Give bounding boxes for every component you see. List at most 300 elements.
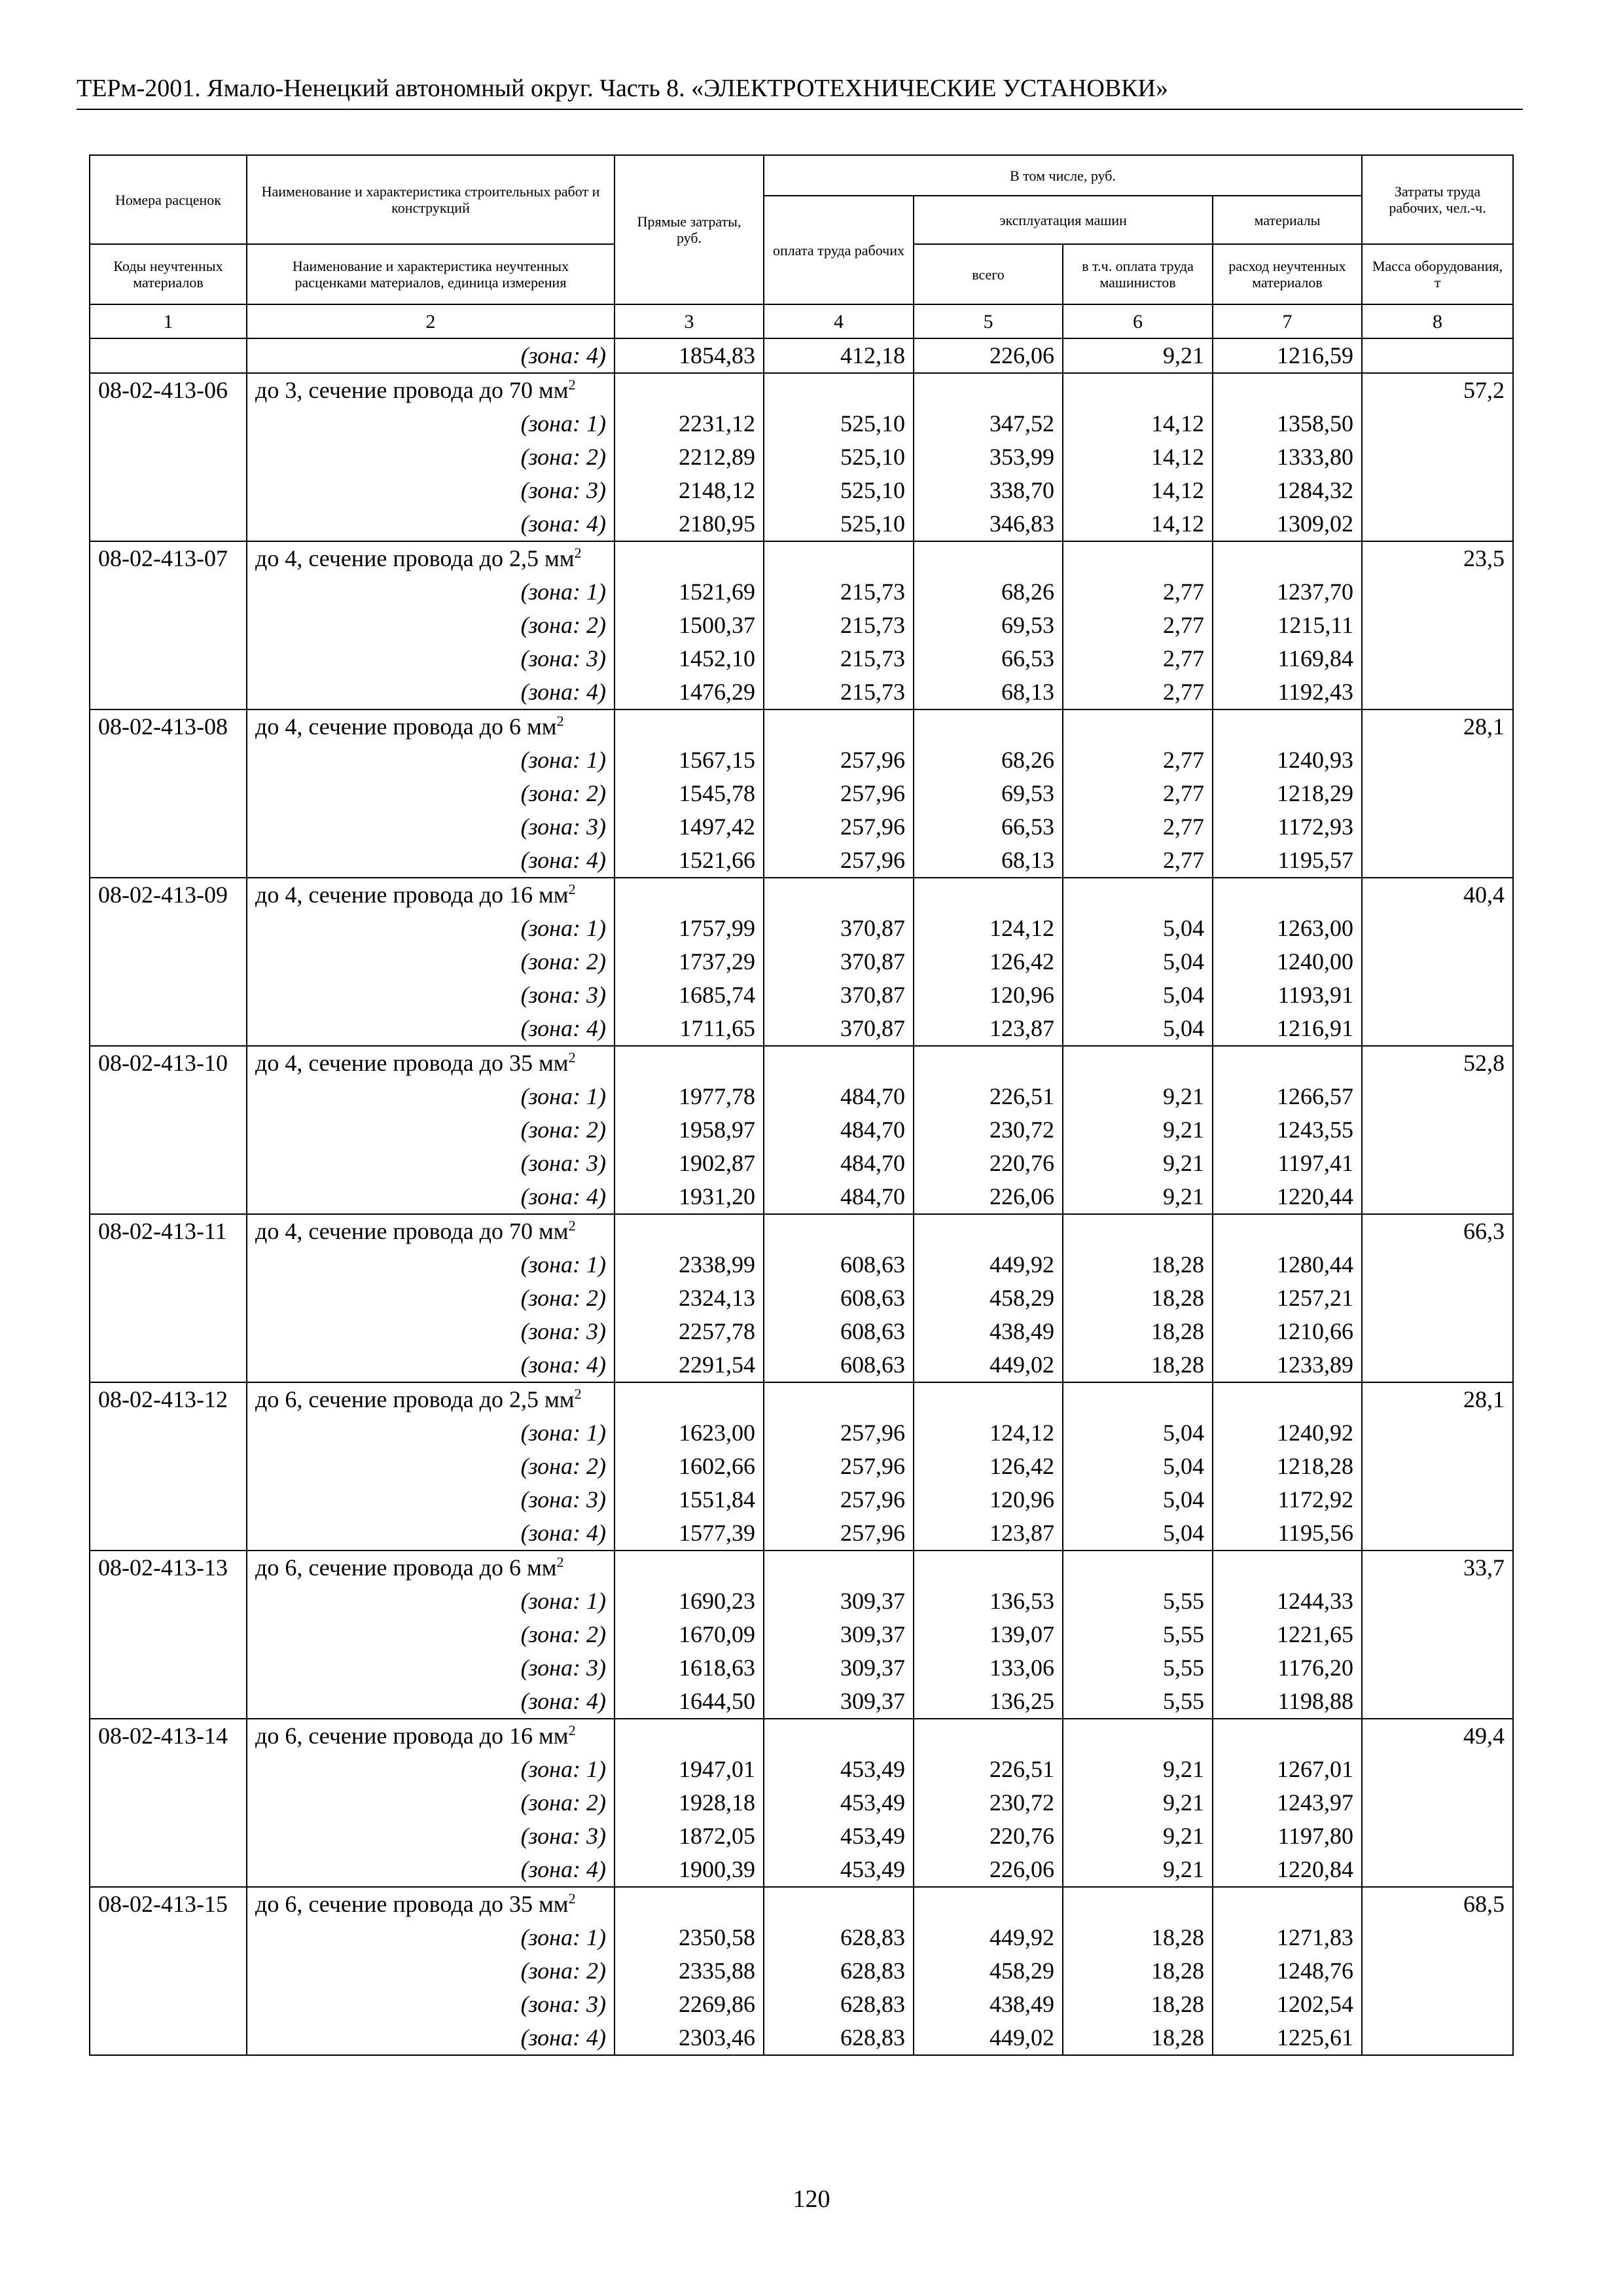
operator-pay-value: 18,28 <box>1063 1282 1213 1315</box>
operator-pay-value: 2,77 <box>1063 844 1213 878</box>
labor-costs-value: 66,3 <box>1362 1214 1513 1248</box>
unit-superscript: 2 <box>568 1890 576 1907</box>
materials-value: 1309,02 <box>1213 507 1362 541</box>
worker-pay-value: 484,70 <box>764 1113 914 1147</box>
worker-pay-value: 628,83 <box>764 1988 914 2021</box>
zone-label: (зона: 4) <box>247 1516 615 1551</box>
zone-row <box>90 2021 1513 2055</box>
zone-row <box>90 1820 1513 1853</box>
direct-costs-value: 1928,18 <box>615 1786 764 1820</box>
direct-costs-value: 1521,69 <box>615 575 764 609</box>
direct-costs-value: 1500,37 <box>615 609 764 642</box>
worker-pay-value: 309,37 <box>764 1618 914 1651</box>
materials-value: 1237,70 <box>1213 575 1362 609</box>
materials-value: 1192,43 <box>1213 675 1362 709</box>
direct-costs-value: 1602,66 <box>615 1450 764 1483</box>
machines-total-value: 449,92 <box>914 1248 1063 1282</box>
direct-costs-value: 1497,42 <box>615 810 764 844</box>
rate-group-row <box>90 1551 1513 1585</box>
operator-pay-value: 5,04 <box>1063 945 1213 978</box>
materials-value: 1243,55 <box>1213 1113 1362 1147</box>
materials-value: 1169,84 <box>1213 642 1362 675</box>
header-materials: материалы <box>1213 196 1362 244</box>
zone-label: (зона: 3) <box>247 1483 615 1516</box>
machines-total-value: 66,53 <box>914 642 1063 675</box>
worker-pay-value: 257,96 <box>764 1483 914 1516</box>
header-operator-pay: в т.ч. оплата труда машинистов <box>1063 244 1213 304</box>
worker-pay-value: 215,73 <box>764 609 914 642</box>
work-description-text: до 4, сечение провода до 6 мм <box>255 713 557 740</box>
materials-value: 1267,01 <box>1213 1753 1362 1786</box>
materials-value: 1333,80 <box>1213 440 1362 474</box>
unit-superscript: 2 <box>556 713 564 729</box>
zone-label: (зона: 2) <box>247 1282 615 1315</box>
zone-label: (зона: 2) <box>247 1954 615 1988</box>
zone-label: (зона: 3) <box>247 474 615 507</box>
machines-total-value: 123,87 <box>914 1516 1063 1551</box>
operator-pay-value: 5,55 <box>1063 1685 1213 1719</box>
zone-row <box>90 575 1513 609</box>
zone-label: (зона: 2) <box>247 1113 615 1147</box>
work-description <box>247 709 615 744</box>
materials-value: 1240,00 <box>1213 945 1362 978</box>
materials-value: 1210,66 <box>1213 1315 1362 1348</box>
machines-total-value: 124,12 <box>914 912 1063 945</box>
zone-label: (зона: 1) <box>247 1585 615 1618</box>
worker-pay-value: 525,10 <box>764 407 914 440</box>
direct-costs-value: 1551,84 <box>615 1483 764 1516</box>
materials-value: 1197,80 <box>1213 1820 1362 1853</box>
work-description <box>247 373 615 407</box>
materials-value: 1358,50 <box>1213 407 1362 440</box>
materials-value: 1266,57 <box>1213 1080 1362 1113</box>
table-body <box>90 338 1513 2055</box>
machines-total-value: 68,13 <box>914 844 1063 878</box>
header-material-consumption: расход неучтенных материалов <box>1213 244 1362 304</box>
operator-pay-value: 18,28 <box>1063 1348 1213 1382</box>
direct-costs-value: 1872,05 <box>615 1820 764 1853</box>
operator-pay-value: 2,77 <box>1063 675 1213 709</box>
direct-costs-value: 1545,78 <box>615 777 764 810</box>
rate-code: 08-02-413-14 <box>90 1719 247 1753</box>
direct-costs-value: 1476,29 <box>615 675 764 709</box>
machines-total-value: 120,96 <box>914 978 1063 1012</box>
operator-pay-value: 14,12 <box>1063 507 1213 541</box>
materials-value: 1240,92 <box>1213 1416 1362 1450</box>
materials-value: 1197,41 <box>1213 1147 1362 1180</box>
zone-label: (зона: 3) <box>247 1147 615 1180</box>
unit-superscript: 2 <box>568 881 576 897</box>
operator-pay-value: 2,77 <box>1063 575 1213 609</box>
zone-row <box>90 440 1513 474</box>
worker-pay-value: 257,96 <box>764 1516 914 1551</box>
work-description <box>247 1382 615 1416</box>
machines-total-value: 449,02 <box>914 2021 1063 2055</box>
direct-costs-value: 1902,87 <box>615 1147 764 1180</box>
machines-total-value: 69,53 <box>914 609 1063 642</box>
labor-costs-value: 23,5 <box>1362 541 1513 575</box>
worker-pay-value: 608,63 <box>764 1248 914 1282</box>
zone-label: (зона: 4) <box>247 675 615 709</box>
machines-total-value: 68,26 <box>914 575 1063 609</box>
materials-value: 1220,84 <box>1213 1853 1362 1887</box>
work-description-text: до 6, сечение провода до 2,5 мм <box>255 1386 575 1412</box>
zone-label: (зона: 4) <box>247 2021 615 2055</box>
worker-pay-value: 608,63 <box>764 1315 914 1348</box>
machines-total-value: 123,87 <box>914 1012 1063 1046</box>
zone-label: (зона: 4) <box>247 1685 615 1719</box>
materials-value: 1195,56 <box>1213 1516 1362 1551</box>
zone-row <box>90 1651 1513 1685</box>
column-number: 7 <box>1213 304 1362 338</box>
rate-code: 08-02-413-09 <box>90 878 247 912</box>
worker-pay-value: 453,49 <box>764 1820 914 1853</box>
zone-label: (зона: 1) <box>247 407 615 440</box>
continuation-row <box>90 338 1513 373</box>
operator-pay-value: 9,21 <box>1063 1113 1213 1147</box>
machines-total-value: 226,51 <box>914 1753 1063 1786</box>
direct-costs-value: 1567,15 <box>615 744 764 777</box>
operator-pay-value: 18,28 <box>1063 1248 1213 1282</box>
machines-total-value: 68,26 <box>914 744 1063 777</box>
worker-pay-value: 370,87 <box>764 978 914 1012</box>
materials-value: 1244,33 <box>1213 1585 1362 1618</box>
zone-label: (зона: 1) <box>247 1248 615 1282</box>
machines-total-value: 230,72 <box>914 1113 1063 1147</box>
zone-label: (зона: 2) <box>247 777 615 810</box>
zone-row <box>90 1348 1513 1382</box>
zone-label: (зона: 1) <box>247 744 615 777</box>
rates-table <box>89 154 1514 2056</box>
direct-costs-value: 2324,13 <box>615 1282 764 1315</box>
zone-row <box>90 1282 1513 1315</box>
machines-total-value: 347,52 <box>914 407 1063 440</box>
direct-costs-value: 1958,97 <box>615 1113 764 1147</box>
operator-pay-value: 5,55 <box>1063 1651 1213 1685</box>
worker-pay-value: 484,70 <box>764 1080 914 1113</box>
zone-label: (зона: 1) <box>247 912 615 945</box>
rate-code-cell <box>90 338 247 373</box>
header-labor-costs: Затраты труда рабочих, чел.-ч. <box>1362 155 1513 244</box>
zone-row <box>90 609 1513 642</box>
column-number: 8 <box>1362 304 1513 338</box>
materials-value: 1195,57 <box>1213 844 1362 878</box>
zone-label: (зона: 4) <box>247 338 615 373</box>
zone-label: (зона: 2) <box>247 1786 615 1820</box>
rate-code: 08-02-413-08 <box>90 709 247 744</box>
header-rate-numbers: Номера расценок <box>90 155 247 244</box>
machines-total-value: 126,42 <box>914 1450 1063 1483</box>
direct-costs-value: 2212,89 <box>615 440 764 474</box>
worker-pay-value: 215,73 <box>764 675 914 709</box>
worker-pay-value: 257,96 <box>764 844 914 878</box>
labor-costs-value: 28,1 <box>1362 1382 1513 1416</box>
work-description-text: до 3, сечение провода до 70 мм <box>255 377 569 403</box>
unit-superscript: 2 <box>568 1049 576 1066</box>
materials-value: 1193,91 <box>1213 978 1362 1012</box>
zone-row <box>90 1853 1513 1887</box>
labor-costs-value: 68,5 <box>1362 1887 1513 1921</box>
zone-row <box>90 1012 1513 1046</box>
direct-costs-value: 1737,29 <box>615 945 764 978</box>
zone-label: (зона: 3) <box>247 642 615 675</box>
zone-row <box>90 1483 1513 1516</box>
direct-costs-value: 1947,01 <box>615 1753 764 1786</box>
materials-value: 1248,76 <box>1213 1954 1362 1988</box>
direct-costs-value: 1670,09 <box>615 1618 764 1651</box>
direct-costs-value: 2350,58 <box>615 1921 764 1954</box>
operator-pay-value: 5,04 <box>1063 1516 1213 1551</box>
machines-total-value: 449,92 <box>914 1921 1063 1954</box>
operator-pay-value: 18,28 <box>1063 1954 1213 1988</box>
direct-costs-value: 1685,74 <box>615 978 764 1012</box>
worker-pay-value: 257,96 <box>764 1450 914 1483</box>
work-description-text: до 6, сечение провода до 35 мм <box>255 1891 569 1917</box>
machines-total-value: 136,25 <box>914 1685 1063 1719</box>
worker-pay-value: 257,96 <box>764 777 914 810</box>
machines-total-value: 458,29 <box>914 1282 1063 1315</box>
operator-pay-value: 5,04 <box>1063 912 1213 945</box>
direct-costs-value: 1757,99 <box>615 912 764 945</box>
zone-label: (зона: 2) <box>247 1450 615 1483</box>
direct-costs-value: 2303,46 <box>615 2021 764 2055</box>
worker-pay-value: 628,83 <box>764 1954 914 1988</box>
worker-pay-value: 257,96 <box>764 744 914 777</box>
direct-costs-value: 1521,66 <box>615 844 764 878</box>
worker-pay-value: 525,10 <box>764 474 914 507</box>
zone-row <box>90 474 1513 507</box>
unit-superscript: 2 <box>556 1554 564 1570</box>
zone-row <box>90 777 1513 810</box>
machines-total-value: 353,99 <box>914 440 1063 474</box>
materials-value: 1240,93 <box>1213 744 1362 777</box>
operator-pay-value: 9,21 <box>1063 1080 1213 1113</box>
zone-row <box>90 912 1513 945</box>
zone-label: (зона: 1) <box>247 1080 615 1113</box>
materials-value: 1198,88 <box>1213 1685 1362 1719</box>
rate-group-row <box>90 1214 1513 1248</box>
machines-total-value: 69,53 <box>914 777 1063 810</box>
zone-row <box>90 844 1513 878</box>
machines-total-value: 220,76 <box>914 1147 1063 1180</box>
zone-label: (зона: 2) <box>247 1618 615 1651</box>
operator-pay-value: 14,12 <box>1063 474 1213 507</box>
rate-group-row <box>90 373 1513 407</box>
column-number: 4 <box>764 304 914 338</box>
machines-total-value: 438,49 <box>914 1315 1063 1348</box>
zone-row <box>90 978 1513 1012</box>
work-description-text: до 4, сечение провода до 35 мм <box>255 1050 569 1076</box>
header-material-codes: Коды неучтенных материалов <box>90 244 247 304</box>
operator-pay-value: 9,21 <box>1063 1753 1213 1786</box>
zone-row <box>90 1080 1513 1113</box>
zone-row <box>90 1685 1513 1719</box>
zone-row <box>90 1248 1513 1282</box>
machines-total-value: 226,06 <box>914 1180 1063 1214</box>
rate-group-row <box>90 1382 1513 1416</box>
materials-value: 1233,89 <box>1213 1348 1362 1382</box>
operator-pay-value: 18,28 <box>1063 2021 1213 2055</box>
operator-pay-value: 5,04 <box>1063 1450 1213 1483</box>
worker-pay-value: 370,87 <box>764 945 914 978</box>
machines-total-value: 338,70 <box>914 474 1063 507</box>
direct-costs-value: 1900,39 <box>615 1853 764 1887</box>
header-worker-pay: оплата труда рабочих <box>764 196 914 304</box>
worker-pay-value: 453,49 <box>764 1786 914 1820</box>
materials-value: 1218,29 <box>1213 777 1362 810</box>
table-header <box>90 155 1513 338</box>
direct-costs-value: 2291,54 <box>615 1348 764 1382</box>
materials-value: 1220,44 <box>1213 1180 1362 1214</box>
worker-pay-value: 608,63 <box>764 1348 914 1382</box>
column-numbers-row <box>90 304 1513 338</box>
worker-pay-value: 309,37 <box>764 1651 914 1685</box>
direct-costs-value: 1854,83 <box>615 338 764 373</box>
worker-pay-value: 309,37 <box>764 1685 914 1719</box>
zone-label: (зона: 3) <box>247 1820 615 1853</box>
zone-row <box>90 1450 1513 1483</box>
zone-label: (зона: 2) <box>247 609 615 642</box>
zone-label: (зона: 2) <box>247 440 615 474</box>
rate-group-row <box>90 878 1513 912</box>
rate-code: 08-02-413-10 <box>90 1046 247 1080</box>
zone-row <box>90 1113 1513 1147</box>
zone-label: (зона: 3) <box>247 1315 615 1348</box>
operator-pay-value: 9,21 <box>1063 1786 1213 1820</box>
header-work-name: Наименование и характеристика строительных работ и конструкций <box>247 155 615 244</box>
header-machines-total: всего <box>914 244 1063 304</box>
rate-group-row <box>90 541 1513 575</box>
zone-row <box>90 1753 1513 1786</box>
zone-label: (зона: 4) <box>247 1012 615 1046</box>
operator-pay-value: 18,28 <box>1063 1315 1213 1348</box>
machines-total-value: 136,53 <box>914 1585 1063 1618</box>
worker-pay-value: 215,73 <box>764 642 914 675</box>
worker-pay-value: 453,49 <box>764 1753 914 1786</box>
worker-pay-value: 525,10 <box>764 440 914 474</box>
zone-row <box>90 1786 1513 1820</box>
rate-code: 08-02-413-12 <box>90 1382 247 1416</box>
zone-label: (зона: 4) <box>247 1180 615 1214</box>
direct-costs-value: 1931,20 <box>615 1180 764 1214</box>
materials-value: 1172,93 <box>1213 810 1362 844</box>
machines-total-value: 230,72 <box>914 1786 1063 1820</box>
operator-pay-value: 9,21 <box>1063 338 1213 373</box>
zone-label: (зона: 3) <box>247 810 615 844</box>
column-number: 1 <box>90 304 247 338</box>
worker-pay-value: 370,87 <box>764 1012 914 1046</box>
rate-group-row <box>90 1887 1513 1921</box>
direct-costs-value: 1452,10 <box>615 642 764 675</box>
worker-pay-value: 215,73 <box>764 575 914 609</box>
operator-pay-value: 18,28 <box>1063 1921 1213 1954</box>
page-number: 120 <box>793 2185 830 2213</box>
direct-costs-value: 2338,99 <box>615 1248 764 1282</box>
worker-pay-value: 525,10 <box>764 507 914 541</box>
operator-pay-value: 9,21 <box>1063 1147 1213 1180</box>
zone-label: (зона: 3) <box>247 1988 615 2021</box>
machines-total-value: 226,51 <box>914 1080 1063 1113</box>
rate-group-row <box>90 1719 1513 1753</box>
materials-value: 1284,32 <box>1213 474 1362 507</box>
zone-label: (зона: 1) <box>247 1921 615 1954</box>
machines-total-value: 346,83 <box>914 507 1063 541</box>
operator-pay-value: 14,12 <box>1063 407 1213 440</box>
operator-pay-value: 5,55 <box>1063 1585 1213 1618</box>
zone-row <box>90 1585 1513 1618</box>
labor-costs-value: 49,4 <box>1362 1719 1513 1753</box>
materials-value: 1216,91 <box>1213 1012 1362 1046</box>
worker-pay-value: 412,18 <box>764 338 914 373</box>
zone-row <box>90 1988 1513 2021</box>
zone-label: (зона: 3) <box>247 1651 615 1685</box>
rate-group-row <box>90 709 1513 744</box>
work-description <box>247 1046 615 1080</box>
unit-superscript: 2 <box>568 376 576 393</box>
operator-pay-value: 5,04 <box>1063 978 1213 1012</box>
direct-costs-value: 2231,12 <box>615 407 764 440</box>
direct-costs-value: 1623,00 <box>615 1416 764 1450</box>
zone-row <box>90 744 1513 777</box>
direct-costs-value: 2257,78 <box>615 1315 764 1348</box>
operator-pay-value: 2,77 <box>1063 744 1213 777</box>
machines-total-value: 133,06 <box>914 1651 1063 1685</box>
worker-pay-value: 628,83 <box>764 1921 914 1954</box>
materials-value: 1221,65 <box>1213 1618 1362 1651</box>
work-description-text: до 6, сечение провода до 16 мм <box>255 1723 569 1749</box>
column-number: 6 <box>1063 304 1213 338</box>
zone-label: (зона: 4) <box>247 1853 615 1887</box>
column-number: 3 <box>615 304 764 338</box>
rate-code: 08-02-413-13 <box>90 1551 247 1585</box>
work-description <box>247 878 615 912</box>
work-description <box>247 1887 615 1921</box>
labor-value-cell <box>1362 338 1513 373</box>
zone-row <box>90 507 1513 541</box>
zone-label: (зона: 3) <box>247 978 615 1012</box>
zone-label: (зона: 1) <box>247 1416 615 1450</box>
labor-costs-value: 57,2 <box>1362 373 1513 407</box>
direct-costs-value: 2269,86 <box>615 1988 764 2021</box>
worker-pay-value: 484,70 <box>764 1147 914 1180</box>
machines-total-value: 458,29 <box>914 1954 1063 1988</box>
worker-pay-value: 484,70 <box>764 1180 914 1214</box>
direct-costs-value: 2335,88 <box>615 1954 764 1988</box>
materials-value: 1263,00 <box>1213 912 1362 945</box>
materials-value: 1202,54 <box>1213 1988 1362 2021</box>
machines-total-value: 139,07 <box>914 1618 1063 1651</box>
labor-costs-value: 52,8 <box>1362 1046 1513 1080</box>
worker-pay-value: 453,49 <box>764 1853 914 1887</box>
zone-label: (зона: 1) <box>247 575 615 609</box>
unit-superscript: 2 <box>574 1386 582 1402</box>
operator-pay-value: 2,77 <box>1063 810 1213 844</box>
header-direct-costs: Прямые затраты, руб. <box>615 155 764 304</box>
zone-row <box>90 945 1513 978</box>
zone-row <box>90 1921 1513 1954</box>
operator-pay-value: 9,21 <box>1063 1820 1213 1853</box>
zone-row <box>90 642 1513 675</box>
zone-row <box>90 1618 1513 1651</box>
worker-pay-value: 628,83 <box>764 2021 914 2055</box>
labor-costs-value: 33,7 <box>1362 1551 1513 1585</box>
machines-total-value: 126,42 <box>914 945 1063 978</box>
operator-pay-value: 2,77 <box>1063 777 1213 810</box>
zone-label: (зона: 4) <box>247 507 615 541</box>
machines-total-value: 449,02 <box>914 1348 1063 1382</box>
direct-costs-value: 1618,63 <box>615 1651 764 1685</box>
zone-row <box>90 1416 1513 1450</box>
